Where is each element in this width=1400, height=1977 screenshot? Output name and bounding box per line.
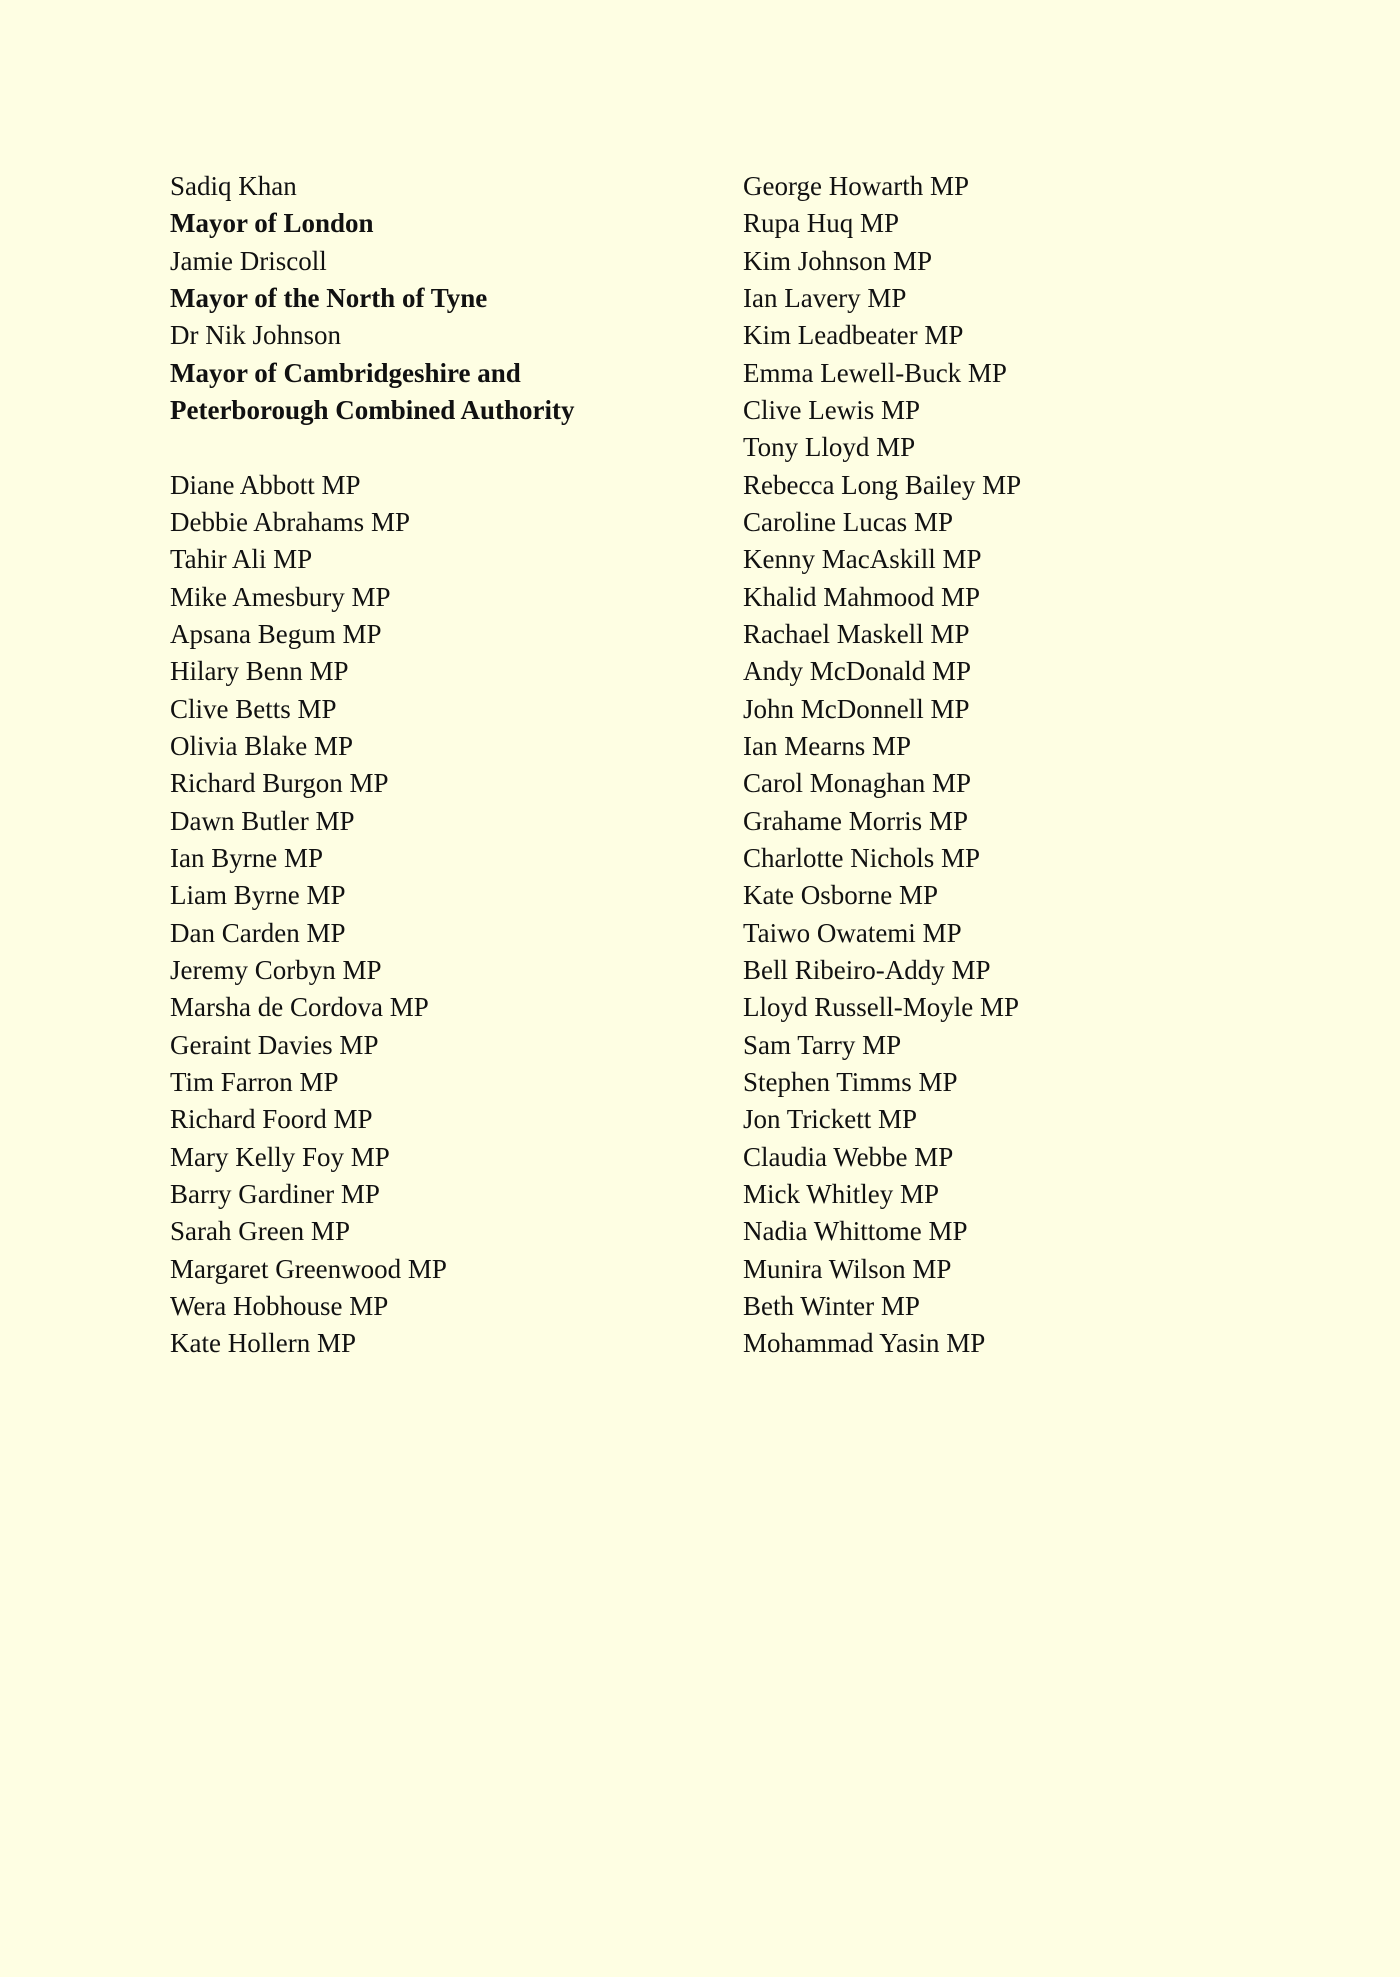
right-signatory-column (743, 168, 1303, 1363)
mp-name: Hilary Benn MP (170, 656, 349, 687)
right-mp-list (743, 168, 1303, 1363)
official-name: Jamie Driscoll (170, 245, 327, 276)
mp-name: Margaret Greenwood MP (170, 1253, 447, 1284)
mp-name: Sarah Green MP (170, 1216, 350, 1247)
mp-name: John McDonnell MP (743, 693, 970, 724)
mp-name: Bell Ribeiro-Addy MP (743, 954, 991, 985)
mp-name: Ian Byrne MP (170, 842, 323, 873)
mp-name: Grahame Morris MP (743, 805, 968, 836)
official-title: Mayor of Cambridgeshire and (170, 357, 521, 388)
mp-name: Geraint Davies MP (170, 1029, 379, 1060)
mp-name: Caroline Lucas MP (743, 506, 953, 537)
mp-name: Rupa Huq MP (743, 208, 900, 239)
mp-name: Rebecca Long Bailey MP (743, 469, 1022, 500)
mp-name: Carol Monaghan MP (743, 768, 971, 799)
mp-name: Jon Trickett MP (743, 1104, 918, 1135)
mp-name: George Howarth MP (743, 171, 969, 201)
mp-name: Clive Betts MP (170, 693, 337, 724)
mp-name: Charlotte Nichols MP (743, 842, 980, 873)
mp-name: Mike Amesbury MP (170, 581, 391, 612)
mp-name: Wera Hobhouse MP (170, 1290, 389, 1321)
mp-name: Nadia Whittome MP (743, 1216, 968, 1247)
mp-name: Sam Tarry MP (743, 1029, 902, 1060)
mp-name: Kate Osborne MP (743, 880, 938, 911)
mp-name: Taiwo Owatemi MP (743, 917, 962, 948)
mp-name: Jeremy Corbyn MP (170, 954, 382, 985)
mp-name: Stephen Timms MP (743, 1066, 958, 1097)
mp-name: Debbie Abrahams MP (170, 506, 410, 537)
mp-name: Diane Abbott MP (170, 469, 361, 500)
mp-name: Kim Leadbeater MP (743, 320, 964, 351)
mp-name: Clive Lewis MP (743, 394, 921, 425)
official-title: Mayor of London (170, 208, 374, 239)
mp-name: Kim Johnson MP (743, 245, 933, 276)
mp-name: Tim Farron MP (170, 1066, 339, 1097)
mp-name: Andy McDonald MP (743, 656, 971, 687)
mp-name: Dawn Butler MP (170, 805, 355, 836)
mp-name: Munira Wilson MP (743, 1253, 952, 1284)
mp-name: Olivia Blake MP (170, 730, 353, 761)
official-title: Mayor of the North of Tyne (170, 282, 488, 313)
mp-name: Rachael Maskell MP (743, 618, 970, 649)
official-name: Dr Nik Johnson (170, 320, 342, 351)
mp-name: Mick Whitley MP (743, 1178, 940, 1209)
mp-name: Richard Burgon MP (170, 768, 389, 799)
mp-name: Lloyd Russell-Moyle MP (743, 992, 1020, 1023)
official-name: Sadiq Khan (170, 171, 297, 201)
mp-name: Kenny MacAskill MP (743, 544, 982, 575)
mp-name: Kate Hollern MP (170, 1328, 356, 1359)
mp-name: Ian Lavery MP (743, 282, 907, 313)
mp-name: Khalid Mahmood MP (743, 581, 981, 612)
mp-name: Barry Gardiner MP (170, 1178, 380, 1209)
mp-name: Marsha de Cordova MP (170, 992, 429, 1023)
mp-name: Richard Foord MP (170, 1104, 373, 1135)
mp-name: Beth Winter MP (743, 1290, 920, 1321)
mp-name: Tony Lloyd MP (743, 432, 916, 463)
mp-name: Ian Mearns MP (743, 730, 911, 761)
mp-name: Mary Kelly Foy MP (170, 1141, 390, 1172)
left-mp-list (170, 467, 690, 1363)
official-title: Peterborough Combined Authority (170, 394, 575, 425)
left-signatory-column (170, 168, 690, 1363)
mp-name: Tahir Ali MP (170, 544, 313, 575)
mp-name: Dan Carden MP (170, 917, 346, 948)
mp-name: Mohammad Yasin MP (743, 1328, 986, 1359)
mp-name: Apsana Begum MP (170, 618, 382, 649)
mp-name: Liam Byrne MP (170, 880, 346, 911)
mp-name: Emma Lewell-Buck MP (743, 357, 1007, 388)
section-spacer (170, 429, 690, 466)
mp-name: Claudia Webbe MP (743, 1141, 954, 1172)
